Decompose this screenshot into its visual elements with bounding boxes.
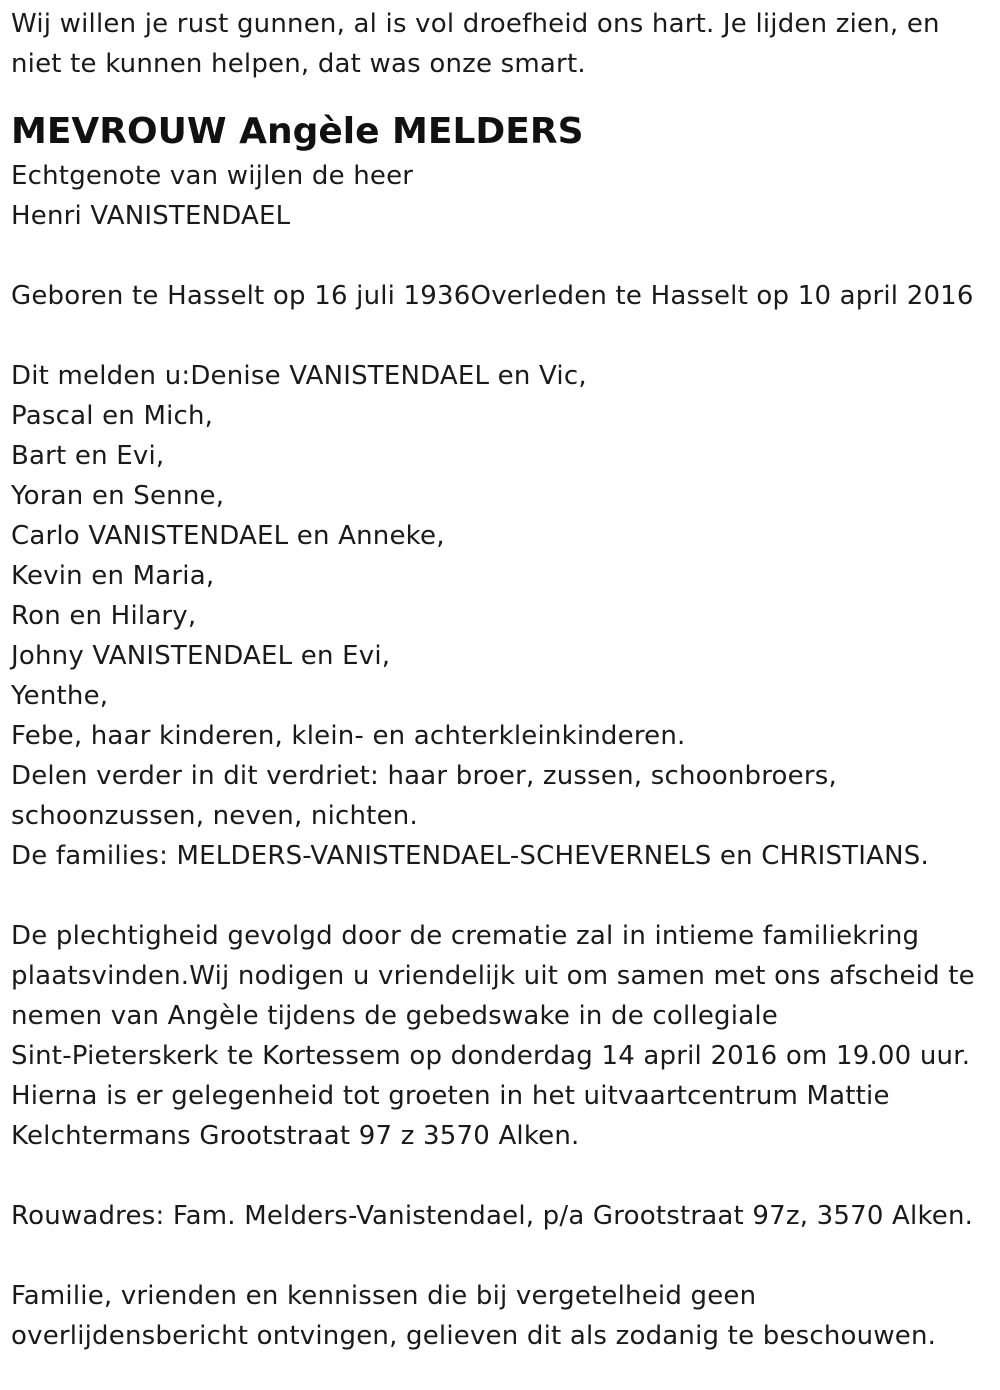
ceremony-line: Sint-Pieterskerk te Kortessem op donderdag 14 april 2016 om 19.00 uur. (11, 1041, 971, 1071)
intro-verse (11, 4, 991, 84)
announcer-line: De families: MELDERS-VANISTENDAEL-SCHEVERNELS en CHRISTIANS. (11, 841, 929, 871)
closing-line: Familie, vrienden en kennissen die bij vergetelheid geen (11, 1281, 757, 1311)
announcer-line: Yoran en Senne, (11, 481, 225, 511)
spouse-info (11, 156, 991, 236)
closing-line: overlijdensbericht ontvingen, gelieven dit als zodanig te beschouwen. (11, 1321, 937, 1351)
spouse-line: Echtgenote van wijlen de heer (11, 161, 414, 191)
announcer-line: Bart en Evi, (11, 441, 165, 471)
announcer-line: Delen verder in dit verdriet: haar broer, zussen, schoonbroers, (11, 761, 837, 791)
intro-line: niet te kunnen helpen, dat was onze smart. (11, 49, 586, 79)
announcer-line: Ron en Hilary, (11, 601, 197, 631)
deceased-name: MEVROUW Angèle MELDERS (11, 111, 584, 152)
announcer-line: Pascal en Mich, (11, 401, 214, 431)
spacer (11, 316, 991, 356)
spouse-line: Henri VANISTENDAEL (11, 201, 291, 231)
announcer-line: Kevin en Maria, (11, 561, 215, 591)
spacer (11, 1156, 991, 1196)
ceremony-info (11, 916, 991, 1156)
announcer-line: Yenthe, (11, 681, 109, 711)
intro-line: Wij willen je rust gunnen, al is vol droefheid ons hart. Je lijden zien, en (11, 9, 940, 39)
spacer (11, 876, 991, 916)
ceremony-line: plaatsvinden.Wij nodigen u vriendelijk uit om samen met ons afscheid te (11, 961, 975, 991)
announcer-line: Johny VANISTENDAEL en Evi, (11, 641, 391, 671)
announcers-list (11, 356, 991, 876)
spacer (11, 236, 991, 276)
ceremony-line: nemen van Angèle tijdens de gebedswake in de collegiale (11, 1001, 778, 1031)
birth-death-dates: Geboren te Hasselt op 16 juli 1936Overleden te Hasselt op 10 april 2016 (11, 281, 974, 311)
announcer-line: Febe, haar kinderen, klein- en achterkleinkinderen. (11, 721, 686, 751)
death-notice (11, 0, 991, 1356)
mourning-address: Rouwadres: Fam. Melders-Vanistendael, p/a Grootstraat 97z, 3570 Alken. (11, 1201, 974, 1231)
announcer-line: Carlo VANISTENDAEL en Anneke, (11, 521, 445, 551)
ceremony-line: Kelchtermans Grootstraat 97 z 3570 Alken. (11, 1121, 580, 1151)
announcer-line: Dit melden u:Denise VANISTENDAEL en Vic, (11, 361, 587, 391)
ceremony-line: De plechtigheid gevolgd door de crematie zal in intieme familiekring (11, 921, 920, 951)
spacer (11, 1236, 991, 1276)
ceremony-line: Hierna is er gelegenheid tot groeten in het uitvaartcentrum Mattie (11, 1081, 890, 1111)
closing-note (11, 1276, 991, 1356)
announcer-line: schoonzussen, neven, nichten. (11, 801, 418, 831)
